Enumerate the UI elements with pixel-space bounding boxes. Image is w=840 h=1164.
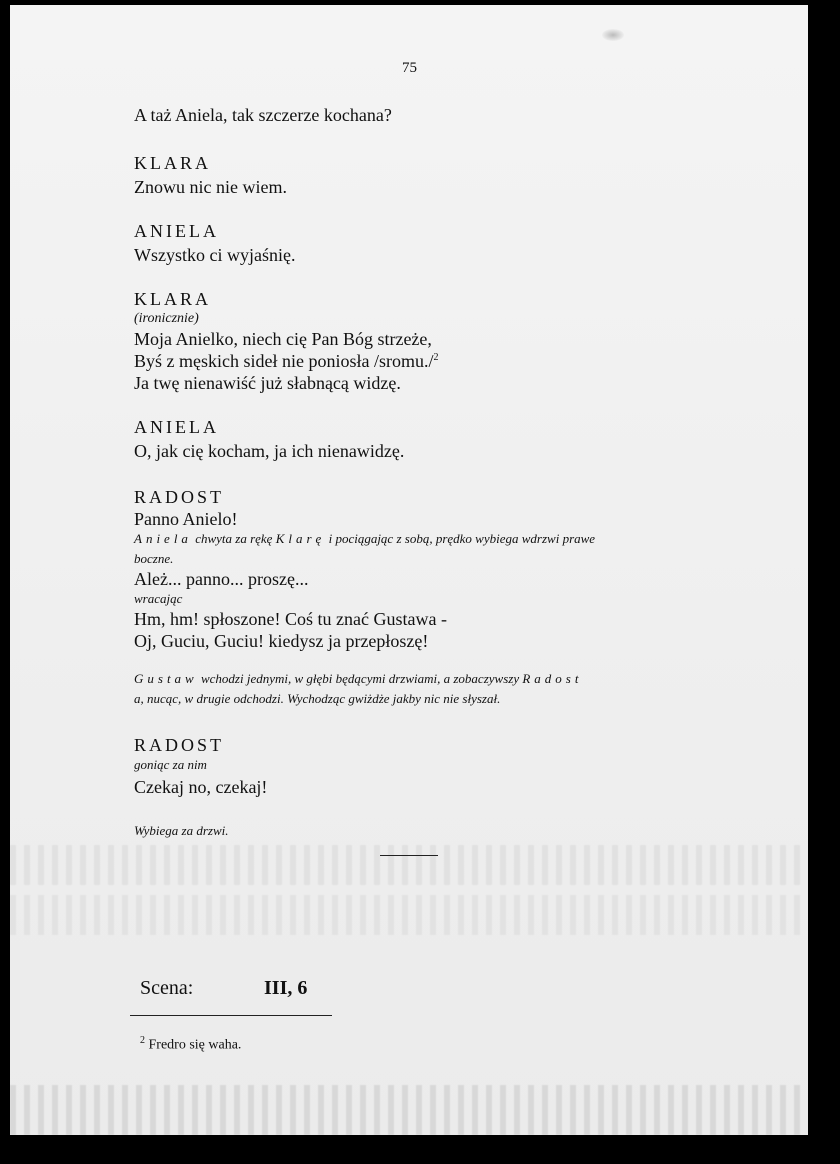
speaker-name: RADOST — [134, 487, 225, 507]
section-divider — [380, 855, 438, 856]
verse-line: Panno Anielo! — [134, 509, 238, 529]
verse-line: A taż Aniela, tak szczerze kochana? — [134, 105, 392, 125]
speaker-name: KLARA — [134, 153, 211, 173]
scan-noise — [10, 895, 808, 935]
verse-line: Znowu nic nie wiem. — [134, 177, 287, 197]
stage-direction — [134, 671, 582, 687]
verse-line: O, jak cię kocham, ja ich nienawidzę. — [134, 441, 405, 461]
stage-direction: goniąc za nim — [134, 757, 207, 772]
speaker-name: ANIELA — [134, 417, 219, 437]
stage-text: i pociągając z sobą, prędko wybiega wdrzwi prawe — [325, 531, 596, 546]
stage-text: wchodzi jednymi, w głębi będącymi drzwiami, a zobaczywszy — [197, 671, 523, 686]
scanned-page — [10, 5, 808, 1135]
stage-direction: boczne. — [134, 551, 174, 566]
stage-text: chwyta za rękę — [191, 531, 276, 546]
footnote — [140, 1035, 241, 1054]
verse-line: Oj, Guciu, Guciu! kiedysz ja przepłoszę! — [134, 631, 429, 651]
scene-number: III, 6 — [264, 977, 308, 999]
stage-direction: Wybiega za drzwi. — [134, 823, 229, 838]
verse-line: Ja twę nienawiść już słabnącą widzę. — [134, 373, 401, 393]
character-name: Gustaw — [134, 671, 198, 686]
verse-line: Ależ... panno... proszę... — [134, 569, 309, 589]
stage-direction: (ironicznie) — [134, 311, 199, 326]
character-name: Radost — [522, 671, 583, 686]
verse-line: Hm, hm! spłoszone! Coś tu znać Gustawa - — [134, 609, 447, 629]
page-number: 75 — [402, 60, 417, 76]
footnote-rule — [130, 1015, 332, 1016]
stage-direction — [134, 531, 595, 547]
verse-text: Byś z męskich sideł nie poniosła /sromu./ — [134, 351, 434, 371]
verse-line: Czekaj no, czekaj! — [134, 777, 268, 797]
scene-label: Scena: — [140, 977, 194, 999]
scan-noise — [10, 845, 808, 885]
character-name: Aniela — [134, 531, 192, 546]
stage-direction: wracając — [134, 591, 183, 606]
footnote-ref: 2 — [433, 352, 439, 363]
scan-noise — [10, 1085, 808, 1135]
speaker-name: ANIELA — [134, 221, 219, 241]
scan-speck — [602, 29, 624, 41]
speaker-name: RADOST — [134, 735, 225, 755]
speaker-name: KLARA — [134, 289, 211, 309]
verse-line: Moja Anielko, niech cię Pan Bóg strzeże, — [134, 329, 432, 349]
character-name: Klarę — [275, 531, 326, 546]
verse-line — [134, 351, 438, 372]
verse-line: Wszystko ci wyjaśnię. — [134, 245, 296, 265]
footnote-marker: 2 — [140, 1035, 145, 1046]
footnote-text: Fredro się waha. — [145, 1037, 242, 1053]
stage-direction: a, nucąc, w drugie odchodzi. Wychodząc gwiżdże jakby nic nie słyszał. — [134, 691, 501, 706]
